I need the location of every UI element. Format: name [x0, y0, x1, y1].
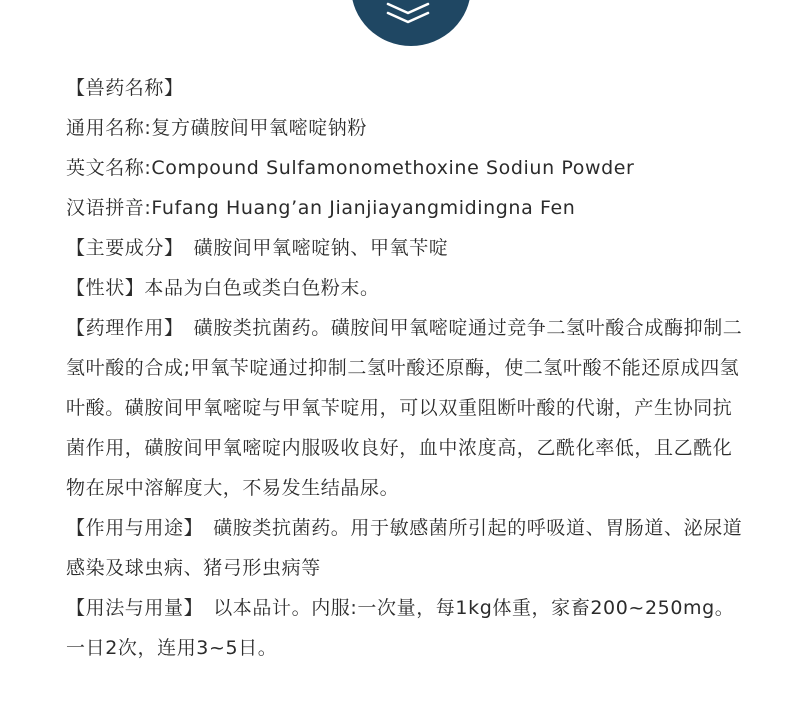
dosage-section: [66, 588, 746, 668]
dosage-text: 以本品计。内服:一次量，每1kg体重，家畜200~250mg。一日2次，连用3~5日。: [66, 597, 735, 659]
name-heading: 【兽药名称】: [66, 77, 184, 99]
generic-name: 通用名称:复方磺胺间甲氧嘧啶钠粉: [66, 117, 368, 139]
indications-section: [66, 508, 746, 588]
pharmacology-heading: 【药理作用】: [66, 317, 184, 339]
ingredients-text: 磺胺间甲氧嘧啶钠、甲氧苄啶: [193, 237, 449, 259]
indications-heading: 【作用与用途】: [66, 517, 204, 539]
appearance-section: [66, 268, 746, 308]
dosage-heading: 【用法与用量】: [66, 597, 204, 619]
product-description: [66, 68, 746, 668]
ingredients-heading: 【主要成分】: [66, 237, 184, 259]
pharmacology-text: 磺胺类抗菌药。磺胺间甲氧嘧啶通过竞争二氢叶酸合成酶抑制二氢叶酸的合成;甲氧苄啶通过抑制二氢叶酸还原酶，使二氢叶酸不能还原成四氢叶酸。磺胺间甲氧嘧啶与甲氧苄啶用，可以双重阻断叶酸的代谢，产生协同抗菌作用，磺胺间甲氧嘧啶内服吸收良好，血中浓度高，乙酰化率低，且乙酰化物在尿中溶解度大，不易发生结晶尿。: [66, 317, 743, 499]
double-chevron-down-icon: [384, 0, 432, 30]
english-name: 英文名称:Compound Sulfamonomethoxine Sodiun Powder: [66, 157, 635, 179]
indications-text: 磺胺类抗菌药。用于敏感菌所引起的呼吸道、胃肠道、泌尿道感染及球虫病、猪弓形虫病等: [66, 517, 743, 579]
appearance-text: 本品为白色或类白色粉末。: [144, 277, 380, 299]
pharmacology-section: [66, 308, 746, 508]
pinyin-name: 汉语拼音:Fufang Huang’an Jianjiayangmidingna Fen: [66, 197, 576, 219]
ingredients-section: [66, 228, 746, 268]
appearance-heading: 【性状】: [66, 277, 145, 299]
